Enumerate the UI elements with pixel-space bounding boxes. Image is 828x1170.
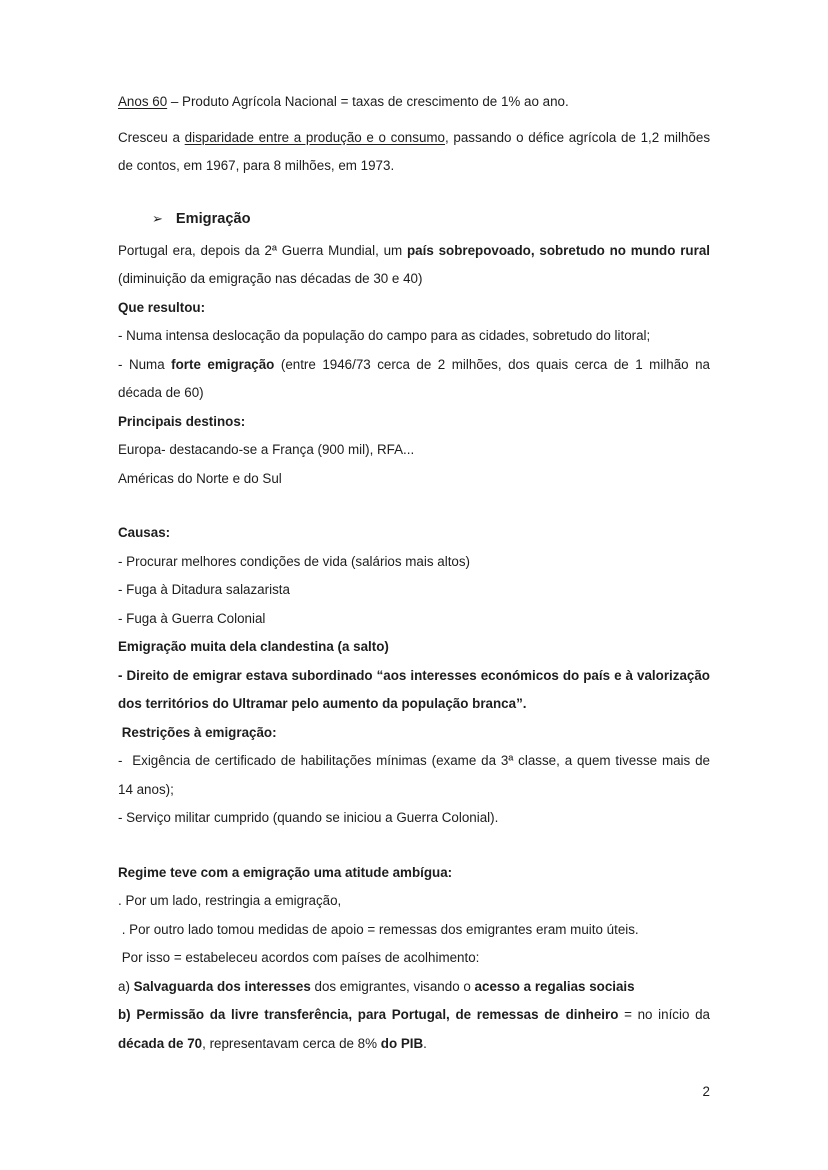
paragraph xyxy=(118,408,710,437)
text-run: (diminuição da emigração nas décadas de 30 e 40) xyxy=(118,242,714,286)
text-run: Europa- destacando-se a França (900 mil), RFA... xyxy=(118,442,415,457)
blank-line xyxy=(118,493,710,519)
paragraph xyxy=(118,662,714,719)
paragraph xyxy=(118,747,714,804)
text-run: , passando o défice agrícola de 1,2 milhões de contos, em 1967, para 8 milhões, em 1973. xyxy=(118,129,714,173)
text-run: - Procurar melhores condições de vida (salários mais altos) xyxy=(118,553,471,569)
paragraph xyxy=(118,576,710,605)
paragraph xyxy=(118,887,710,916)
text-run: dos emigrantes, visando o xyxy=(310,978,475,994)
text-run: Restrições à emigração: xyxy=(118,724,277,740)
paragraph xyxy=(118,88,710,117)
text-run: (entre 1946/73 cerca de 2 milhões, dos quais cerca de 1 milhão na década de 60) xyxy=(118,356,714,400)
paragraph xyxy=(118,944,710,973)
text-run: Por isso = estabeleceu acordos com países de acolhimento: xyxy=(118,950,480,965)
text-run: Regime teve com a emigração uma atitude ambígua: xyxy=(118,864,453,880)
text-run: acesso a regalias sociais xyxy=(474,978,635,994)
text-run: , representavam cerca de 8% xyxy=(202,1035,381,1051)
text-run: = no início da xyxy=(618,1007,714,1022)
text-run: disparidade entre a produção e o consumo xyxy=(184,129,446,145)
paragraph xyxy=(118,916,710,945)
text-run: . xyxy=(423,1035,427,1051)
text-run: década de 70 xyxy=(118,1035,203,1051)
text-run: Principais destinos: xyxy=(118,413,246,429)
text-run: país sobrepovoado, sobretudo no mundo rural xyxy=(407,242,710,258)
page-number: 2 xyxy=(702,1084,710,1099)
text-run: – Produto Agrícola Nacional = taxas de crescimento de 1% ao ano. xyxy=(167,94,569,109)
paragraph xyxy=(118,633,710,662)
paragraph xyxy=(118,519,710,548)
paragraph xyxy=(118,548,710,577)
text-run: - Fuga à Guerra Colonial xyxy=(118,610,266,626)
text-run: - Numa intensa deslocação da população do campo para as cidades, sobretudo do litoral; xyxy=(118,328,651,343)
text-run: Cresceu a xyxy=(118,129,185,145)
text-run: Salvaguarda dos interesses xyxy=(133,978,311,994)
paragraph xyxy=(118,1001,714,1058)
text-run: - Serviço militar cumprido (quando se iniciou a Guerra Colonial). xyxy=(118,810,499,825)
text-run: Emigração muita dela clandestina (a salto) xyxy=(118,639,389,654)
text-run: - Exigência de certificado de habilitações mínimas (exame da 3ª classe, a quem tivesse mais de 14 anos); xyxy=(118,753,714,797)
text-run: Américas do Norte e do Sul xyxy=(118,470,282,486)
text-run: Emigração xyxy=(175,210,251,227)
paragraph xyxy=(118,351,714,408)
text-run: Que resultou: xyxy=(118,299,206,315)
document-body xyxy=(118,88,714,1058)
paragraph xyxy=(118,719,710,748)
paragraph xyxy=(118,322,710,351)
paragraph xyxy=(118,804,710,833)
text-run: . Por outro lado tomou medidas de apoio = remessas dos emigrantes eram muito úteis. xyxy=(118,921,639,937)
text-run: do PIB xyxy=(380,1035,424,1051)
paragraph xyxy=(118,605,710,634)
paragraph xyxy=(118,124,714,181)
section-heading xyxy=(118,203,710,235)
text-run: b) Permissão da livre transferência, para Portugal, de remessas de dinheiro xyxy=(118,1007,619,1022)
paragraph xyxy=(118,436,710,465)
text-run: - Numa xyxy=(118,356,172,372)
blank-line xyxy=(118,833,710,859)
text-run: Anos 60 xyxy=(118,94,168,109)
text-run: - Fuga à Ditadura salazarista xyxy=(118,582,290,597)
text-run: forte emigração xyxy=(171,356,275,372)
arrow-bullet-icon: ➢ xyxy=(152,210,163,226)
text-run: a) xyxy=(118,978,134,994)
paragraph xyxy=(118,237,714,294)
paragraph xyxy=(118,294,710,323)
text-run: Portugal era, depois da 2ª Guerra Mundial, um xyxy=(118,242,407,258)
text-run: - Direito de emigrar estava subordinado “aos interesses económicos do país e à valorização dos territórios do Ultramar pelo aumento da população branca”. xyxy=(118,667,714,711)
paragraph xyxy=(118,859,710,888)
paragraph xyxy=(118,465,710,494)
text-run: Causas: xyxy=(118,525,171,540)
text-run: . Por um lado, restringia a emigração, xyxy=(118,893,342,908)
paragraph xyxy=(118,973,710,1002)
